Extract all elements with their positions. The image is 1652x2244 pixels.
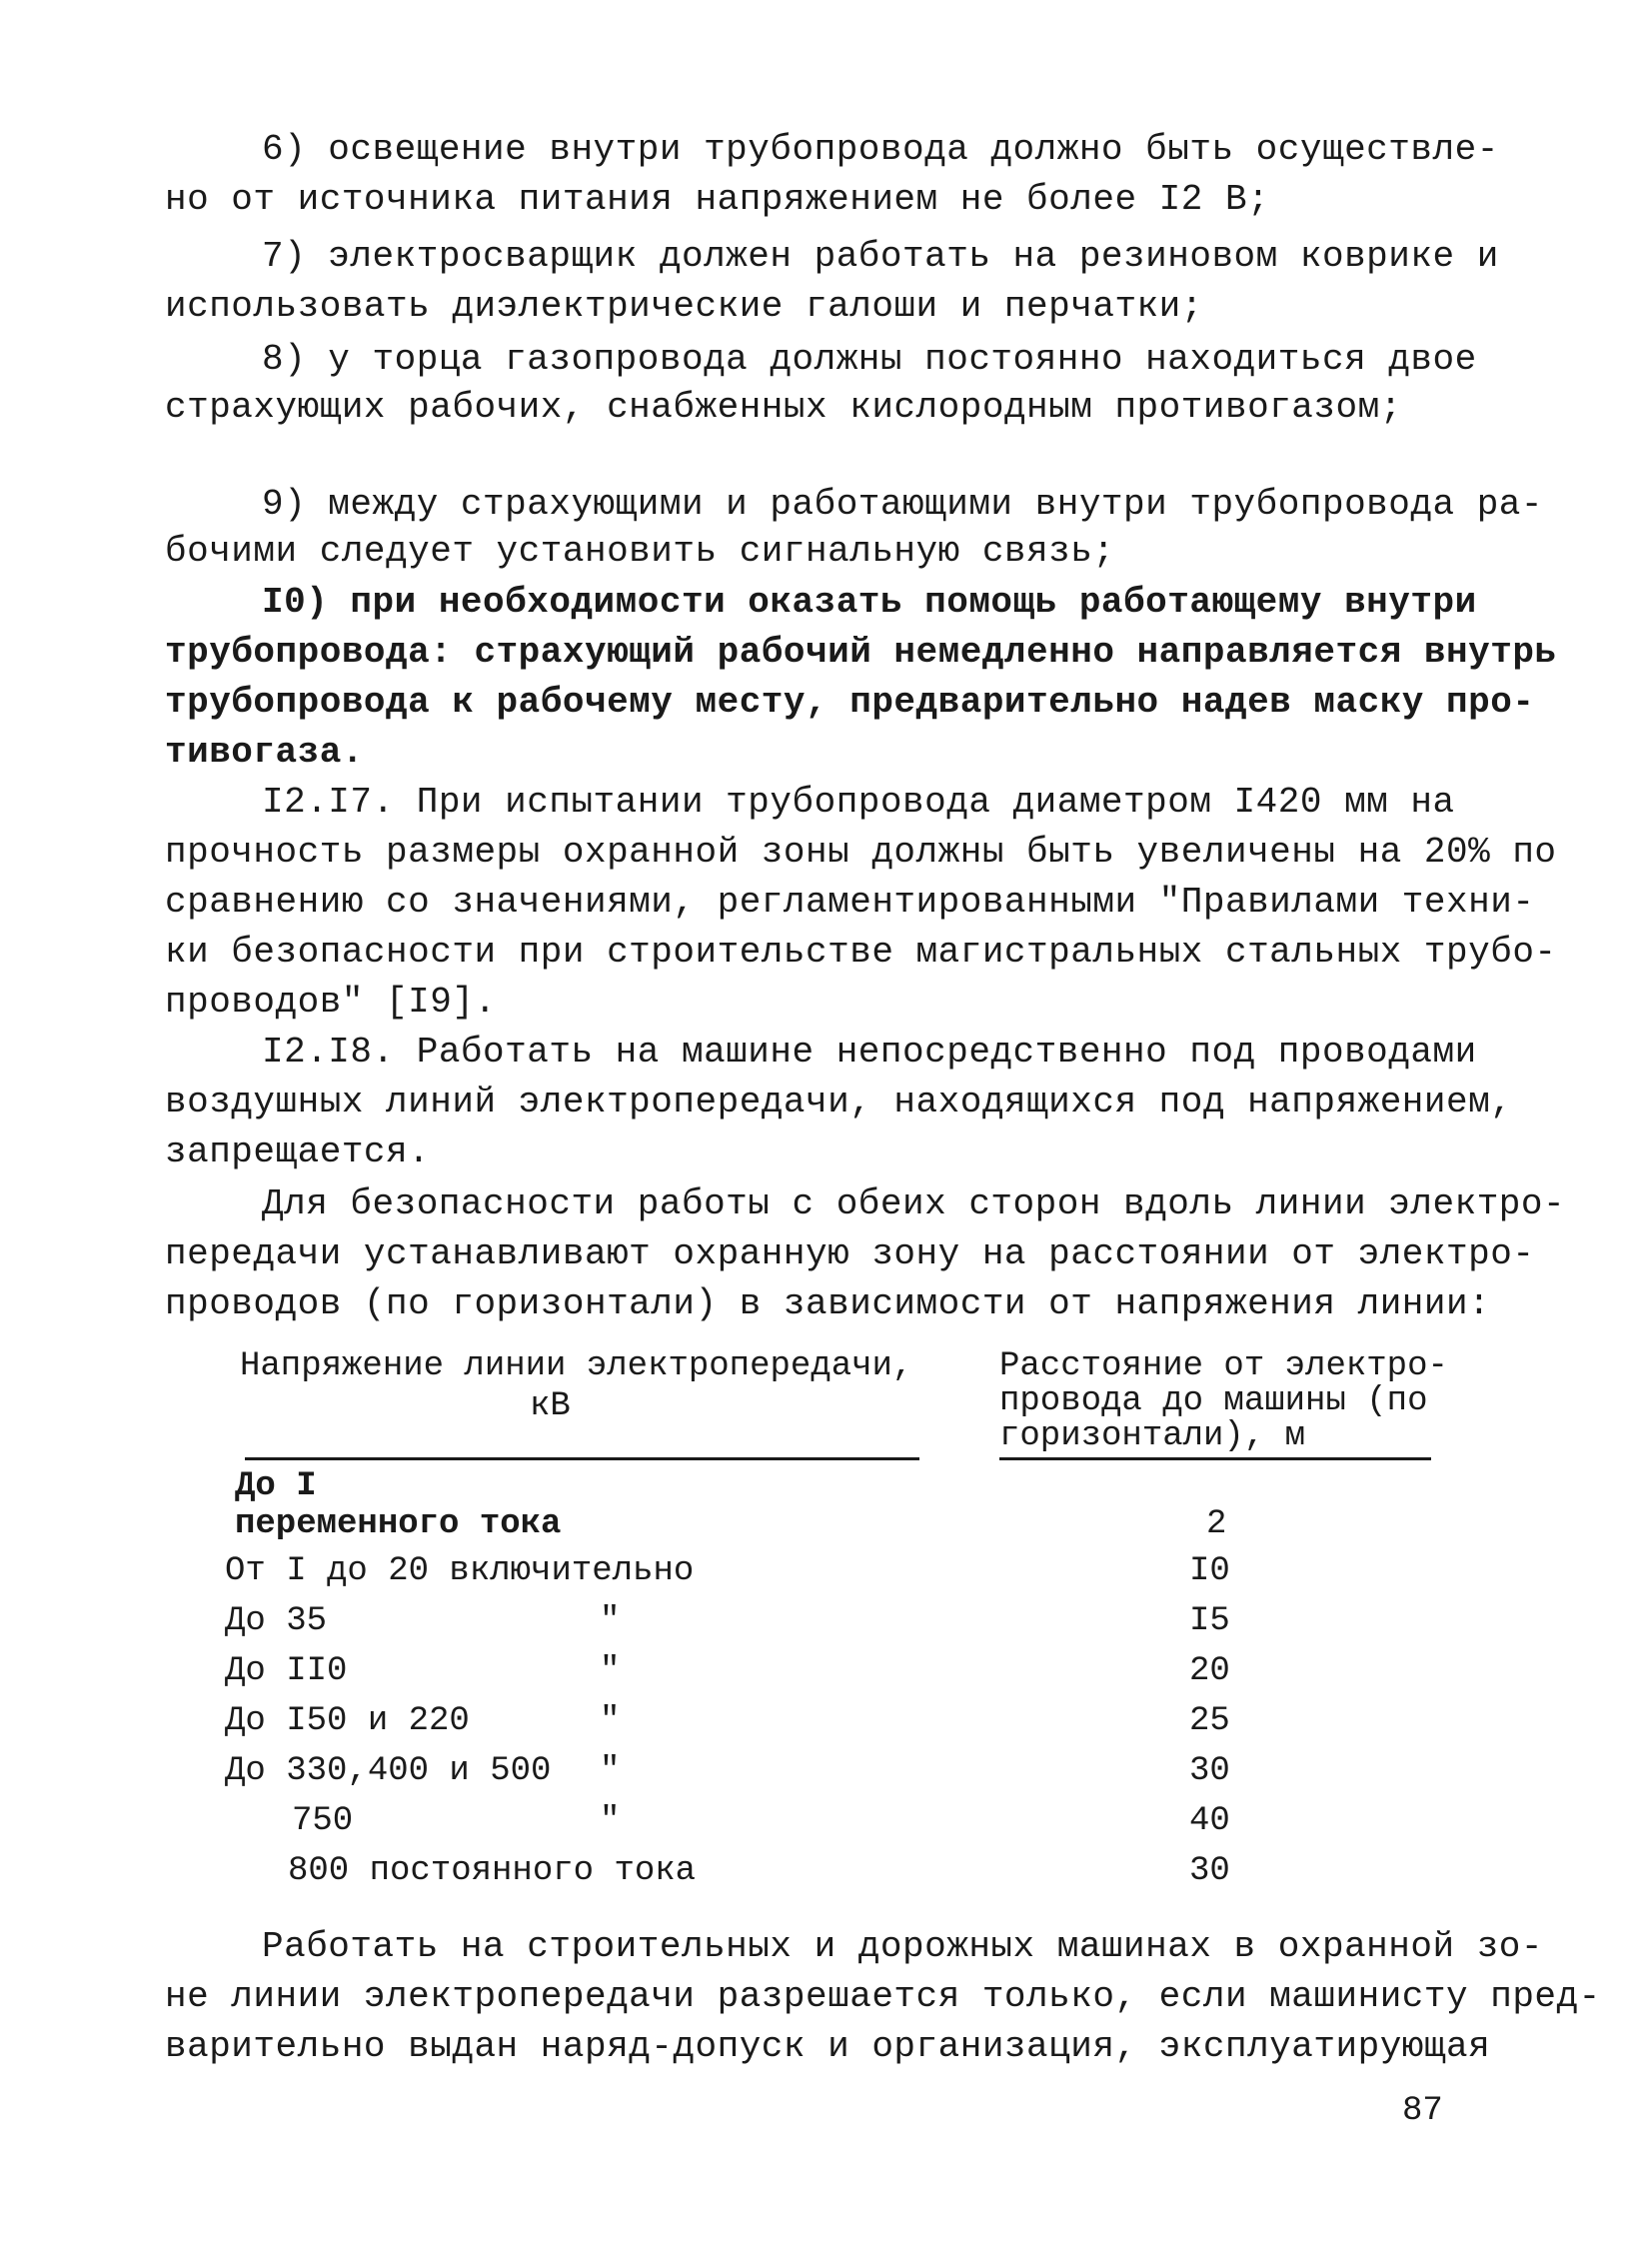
table-header-right: провода до машины (по [999, 1382, 1428, 1420]
text-line: Работать на строительных и дорожных машинах в охранной зо- [262, 1926, 1544, 1967]
text-line: 7) электросварщик должен работать на резиновом коврике и [262, 236, 1499, 277]
ditto-mark: " [600, 1802, 621, 1840]
table-row-value: 25 [1189, 1702, 1230, 1740]
text-line: Для безопасности работы с обеих сторон вдоль линии электро- [262, 1183, 1566, 1224]
table-row-value: 20 [1189, 1652, 1230, 1690]
table-row-value: 40 [1189, 1802, 1230, 1840]
table-row-value: 30 [1189, 1852, 1230, 1890]
text-line: I2.I7. При испытании трубопровода диаметром I420 мм на [262, 782, 1455, 823]
table-row-value: I0 [1189, 1552, 1230, 1590]
table-row-label: До I50 и 220 [225, 1702, 470, 1740]
table-row-value: 2 [1206, 1505, 1227, 1543]
text-line: не линии электропередачи разрешается только, если машинисту пред- [165, 1976, 1601, 2017]
table-header-right: горизонтали), м [999, 1417, 1306, 1455]
text-line: 9) между страхующими и работающими внутри трубопровода ра- [262, 484, 1544, 525]
text-line: проводов (по горизонтали) в зависимости от напряжения линии: [165, 1283, 1491, 1324]
table-row-label: До II0 [225, 1652, 348, 1690]
table-row-label: До I [235, 1467, 317, 1505]
table-header-left: Напряжение линии электропередачи, [240, 1347, 913, 1385]
text-line: страхующих рабочих, снабженных кислородным противогазом; [165, 387, 1402, 428]
text-line: запрещается. [165, 1131, 431, 1172]
table-row-label: 750 [292, 1802, 354, 1840]
ditto-mark: " [600, 1602, 621, 1640]
table-header-rule [245, 1457, 919, 1460]
text-line: варительно выдан наряд-допуск и организация, эксплуатирующая [165, 2026, 1491, 2067]
text-line: но от источника питания напряжением не более I2 В; [165, 179, 1270, 220]
text-line-bold: I0) при необходимости оказать помощь работающему внутри [262, 582, 1477, 623]
table-row-label: До 330,400 и 500 [225, 1752, 552, 1790]
table-row-label: переменного тока [235, 1505, 562, 1543]
text-line: передачи устанавливают охранную зону на расстоянии от электро- [165, 1233, 1535, 1274]
text-line: прочность размеры охранной зоны должны быть увеличены на 20% по [165, 832, 1557, 873]
text-line: ки безопасности при строительстве магистральных стальных трубо- [165, 932, 1557, 973]
table-row-value: I5 [1189, 1602, 1230, 1640]
ditto-mark: " [600, 1702, 621, 1740]
text-line: 8) у торца газопровода должны постоянно находиться двое [262, 339, 1477, 380]
table-row-label: От I до 20 включительно [225, 1552, 695, 1590]
table-header-left-unit: кВ [530, 1387, 571, 1425]
table-header-right: Расстояние от электро- [999, 1347, 1448, 1385]
text-line: воздушных линий электропередачи, находящихся под напряжением, [165, 1082, 1513, 1122]
table-row-value: 30 [1189, 1752, 1230, 1790]
text-line: проводов" [I9]. [165, 982, 497, 1023]
table-header-rule [999, 1457, 1431, 1460]
text-line: использовать диэлектрические галоши и перчатки; [165, 286, 1203, 327]
text-line: бочими следует установить сигнальную связь; [165, 531, 1115, 572]
table-row-label: До 35 [225, 1602, 328, 1640]
ditto-mark: " [600, 1652, 621, 1690]
text-line: I2.I8. Работать на машине непосредственно под проводами [262, 1032, 1477, 1073]
text-line: 6) освещение внутри трубопровода должно быть осуществле- [262, 129, 1499, 170]
text-line-bold: тивогаза. [165, 732, 364, 773]
text-line-bold: трубопровода к рабочему месту, предварительно надев маску про- [165, 682, 1535, 723]
text-line: сравнению со значениями, регламентированными "Правилами техни- [165, 882, 1535, 923]
page-number: 87 [1402, 2092, 1443, 2130]
text-line-bold: трубопровода: страхующий рабочий немедленно направляется внутрь [165, 632, 1557, 673]
ditto-mark: " [600, 1752, 621, 1790]
table-row-label: 800 постоянного тока [288, 1852, 697, 1890]
